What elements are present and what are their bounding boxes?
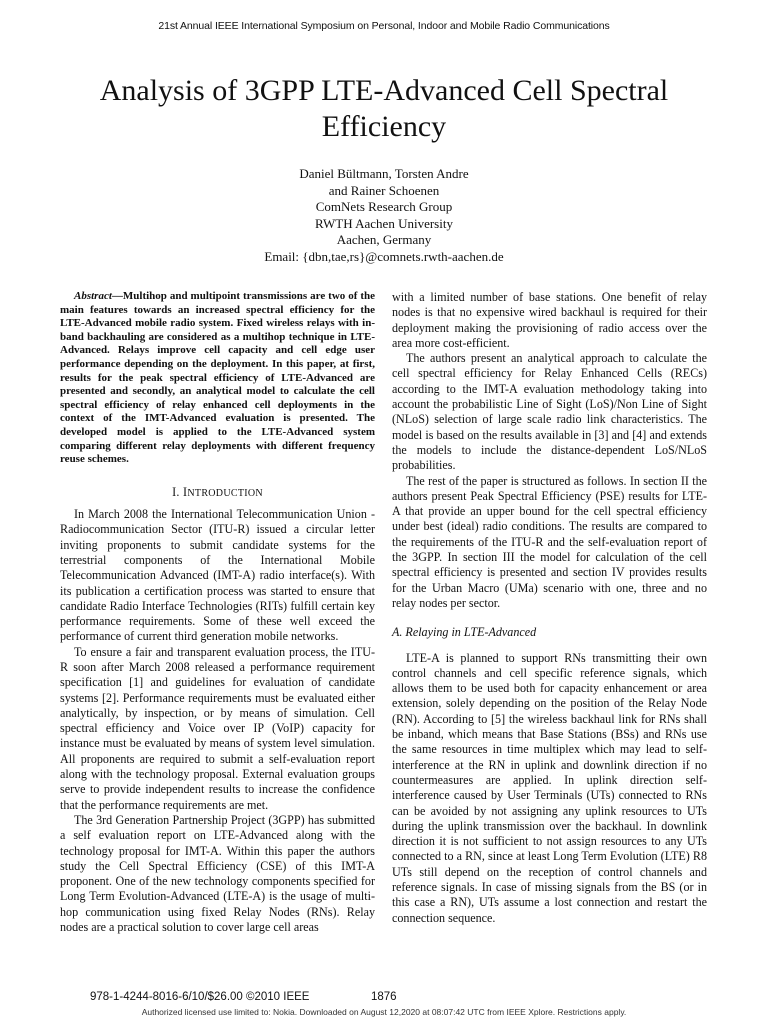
intro-paragraph-3: The 3rd Generation Partnership Project (3GPP) has submitted a self evaluation report on LTE-Advanced along with the technology proposal for IMT-A. Within this paper the authors study the Cell Spectral Efficiency (CSE) of this IMT-A proponent. One of the new technology components specified for Long Term Evolution-Advanced (LTE-A) is the usage of multi-hop communication using fixed Relay Nodes (RNs). Relay nodes are a practical solution to cover large cell areas bbox=[60, 812, 375, 935]
conference-header: 21st Annual IEEE International Symposium on Personal, Indoor and Mobile Radio Communications bbox=[158, 20, 610, 32]
author-email: Email: {dbn,tae,rs}@comnets.rwth-aachen.de bbox=[264, 248, 504, 264]
intro-paragraph-2: To ensure a fair and transparent evaluation process, the ITU-R soon after March 2008 released a performance requirement specification [1] and guidelines for evaluation of candidate systems [2]. Performance requirements must be evaluated either analytically, by inspection, or by means of simulation. Cell spectral efficiency and Voice over IP (VoIP) capacity for instance must be evaluated by means of system level simulation. All proponents are required to submit a self-evaluation report along with the technology proposal. External evaluation groups serve to provide independent results to increase the confidence that the performance requirements are met. bbox=[60, 644, 375, 812]
affiliation-group: ComNets Research Group bbox=[315, 199, 453, 214]
abstract-text: —Multihop and multipoint transmissions are two of the main features towards an increased spectral efficiency for the LTE-Advanced mobile radio system. Fixed wireless relays with in-band backhauling are considered as a multihop technique in LTE-Advanced. Relays improve cell capacity and cell edge user performance depending on the deployment. In this paper, at first, results for the peak spectral efficiency of LTE-Advanced are presented and secondly, an analytical model to calculate the cell spectral efficiency of relay enhanced cell deployments in the context of the IMT-Advanced evaluation is presented. The developed model is applied to the LTE-Advanced system comparing different relay deployments with different frequency reuse schemes. bbox=[60, 290, 375, 466]
abstract bbox=[60, 290, 375, 467]
intro-paragraph-3-continued: with a limited number of base stations. One benefit of relay nodes is that no expensive wired backhaul is required for their deployment making the provisioning of radio access over the area more cost-efficient. bbox=[392, 290, 707, 350]
license-notice: Authorized licensed use limited to: Nokia. Downloaded on August 12,2020 at 08:07:42 UTC from IEEE Xplore. Restrictions apply. bbox=[141, 1007, 627, 1017]
abstract-label: Abstract bbox=[74, 290, 112, 302]
paper-title: Analysis of 3GPP LTE-Advanced Cell Spectral Efficiency bbox=[99, 74, 669, 143]
intro-paragraph-1: In March 2008 the International Telecommunication Union - Radiocommunication Sector (ITU-R) issued a circular letter inviting proponents to submit candidate systems for the terrestrial components of the International Mobile Telecommunication Advanced (IMT-A) radio interface(s). With its publication a certification process was started to ensure that candidate Radio Interface Technologies (RITs) fulfill certain key performance requirements. Some of these well exceed the performance of current third generation mobile networks. bbox=[60, 507, 375, 644]
authors-line-2: and Rainer Schoenen bbox=[328, 182, 440, 198]
footer-isbn: 978-1-4244-8016-6/10/$26.00 ©2010 IEEE bbox=[90, 991, 310, 1003]
authors-line-1: Daniel Bültmann, Torsten Andre bbox=[299, 166, 469, 181]
affiliation-location: Aachen, Germany bbox=[336, 232, 432, 247]
intro-paragraph-5: The rest of the paper is structured as follows. In section II the authors present Peak Spectral Efficiency (PSE) results for LTE-A that provide an upper bound for the cell spectral efficiency under best (ideal) radio conditions. The results are compared to the requirements of the ITU-R and the self-evaluation report of the 3GPP. In section III the model for calculation of the cell spectral efficiency is presented and section IV provides results for the Urban Macro (UMa) scenario with one, three and no relay nodes per sector. bbox=[392, 473, 707, 610]
relaying-paragraph-1: LTE-A is planned to support RNs transmitting their own control channels and cell specific reference signals, which allows them to be used both for capacity enhancement or area extension, solely depending on the position of the Relay Node (RN). According to [5] the wireless backhaul link for RNs shall be inband, which means that Base Stations (BSs) and RNs use the same resources in time multiplex which may lead to self-interference at the RN in uplink and downlink direction if no countermeasures are applied. In uplink direction self-interference caused by User Terminals (UTs) connected to RNs can be avoided by not assigning any uplink resources to UTs during the uplink transmission over the backhaul. In downlink direction it is not sufficient to not assign resources to any UTs connected to a RN, since at least Long Term Evolution (LTE) R8 UTs still depend on the reception of control channels and reference signals. In case of missing signals from the BS (or in this case a RN), UTs assume a lost connection and restart the connection sequence. bbox=[392, 650, 707, 925]
intro-paragraph-4: The authors present an analytical approach to calculate the cell spectral efficiency for Relay Enhanced Cells (RECs) according to the IMT-A evaluation methodology taking into account the probabilistic Line of Sight (LoS)/Non Line of Sight (NLoS) selection of large scale radio link characteristics. The model is based on the results available in [3] and [4] and extends the models to include the distance-dependent LoS/NLoS probabilities. bbox=[392, 351, 707, 473]
affiliation-university: RWTH Aachen University bbox=[315, 215, 453, 231]
page-number: 1876 bbox=[371, 991, 397, 1003]
right-column bbox=[392, 290, 707, 926]
section-heading-introduction: I. INTRODUCTION bbox=[172, 484, 263, 499]
left-column bbox=[60, 290, 375, 935]
author-block bbox=[0, 166, 768, 265]
subsection-heading-relaying: A. Relaying in LTE-Advanced bbox=[392, 625, 537, 640]
